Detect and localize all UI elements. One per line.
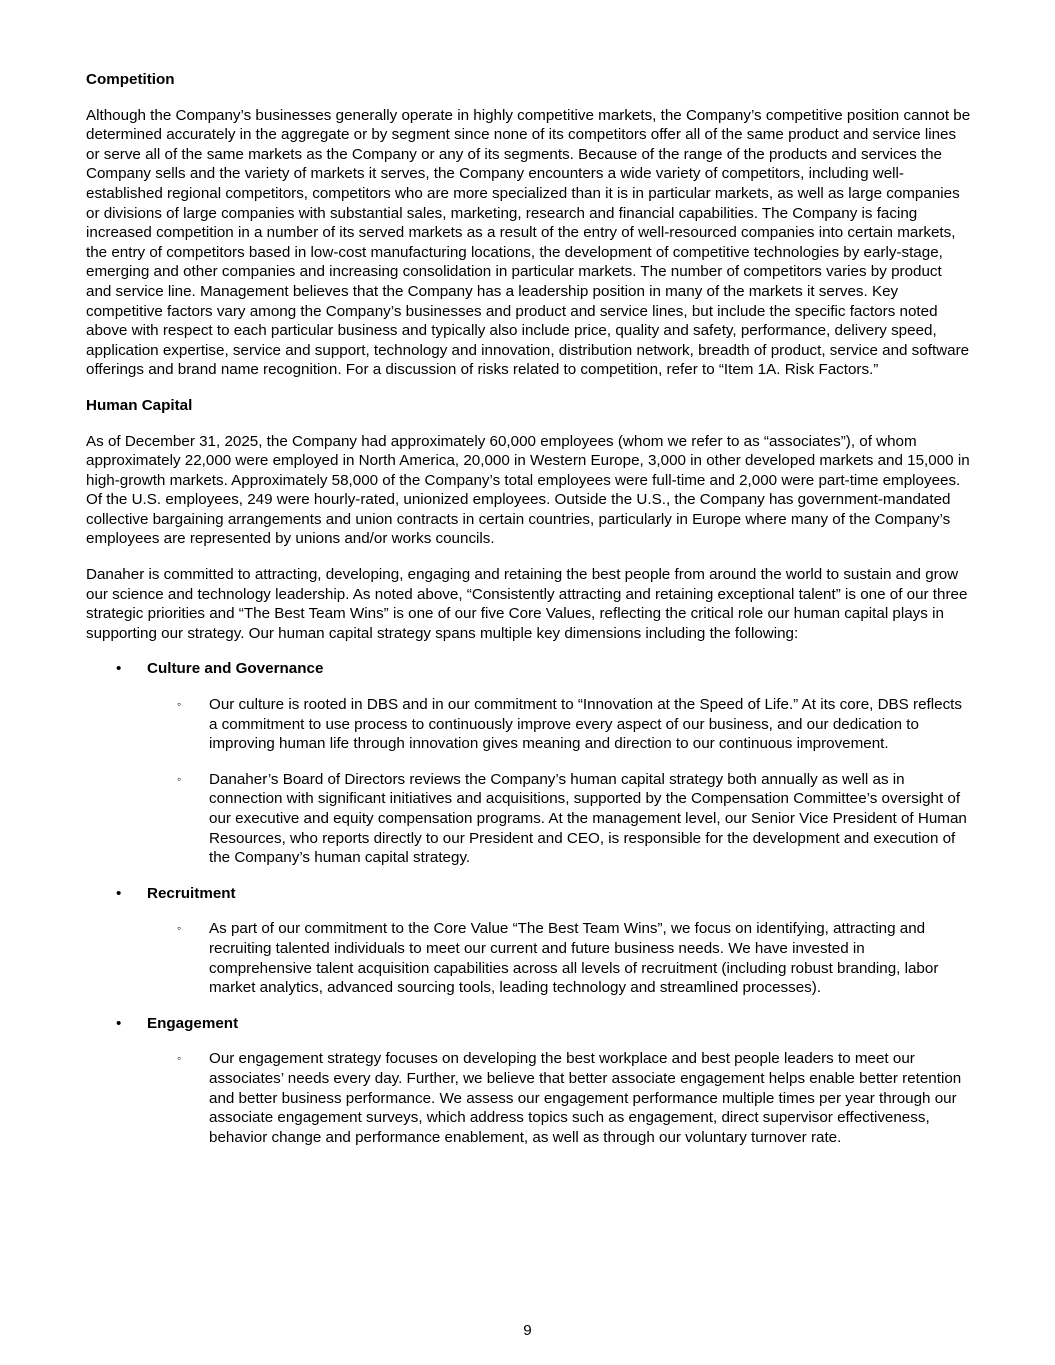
sub-bullet-text: Danaher’s Board of Directors reviews the Company’s human capital strategy both annually as well as in connection with significant initiatives and acquisitions, supported by the Compensation Committee’s oversight of our executive and equity compensation programs. At the management level, our Senior Vice President of Human Resources, who reports directly to our President and CEO, is responsible for the development and execution of the Company’s human capital strategy.	[209, 770, 967, 867]
sub-bullet-marker: ◦	[177, 697, 182, 712]
competition-heading: Competition	[86, 71, 175, 88]
bullet-title: Culture and Governance	[147, 660, 324, 678]
sub-bullet-item	[86, 770, 971, 868]
competition-paragraph: Although the Company’s businesses generally operate in highly competitive markets, the Company’s competitive position cannot be determined accurately in the aggregate or by segment since none of its competitors offer all of the same product and service lines or serve all of the same markets as the Company or any of its segments. Because of the range of the products and services the Company sells and the variety of markets it serves, the Company encounters a wide variety of competitors, including well-established regional competitors, competitors who are more specialized than it is in particular markets, as well as large companies or divisions of large companies with substantial sales, marketing, research and financial capabilities. The Company is facing increased competition in a number of its served markets as a result of the entry of well-resourced companies into certain markets, the entry of competitors based in low-cost manufacturing locations, the development of competitive technologies by early-stage, emerging and other companies and increasing consolidation in particular markets. The number of competitors varies by product and service line. Management believes that the Company has a leadership position in many of the markets it serves. Key competitive factors vary among the Company’s businesses and product and service lines, but include the specific factors noted above with respect to each particular business and typically also include price, quality and safety, performance, delivery speed, application expertise, service and support, technology and innovation, distribution network, breadth of product, service and software offerings and brand name recognition. For a discussion of risks related to competition, refer to “Item 1A. Risk Factors.”	[86, 106, 971, 379]
bullet-engagement	[86, 1014, 971, 1034]
bullet-marker: •	[116, 1014, 122, 1032]
bullet-marker: •	[116, 884, 122, 902]
sub-bullet-marker: ◦	[177, 771, 182, 786]
sub-bullet-marker: ◦	[177, 921, 182, 936]
bullet-recruitment	[86, 884, 971, 904]
sub-bullet-item	[86, 1049, 971, 1147]
sub-bullet-text: Our culture is rooted in DBS and in our commitment to “Innovation at the Speed of Life.” At its core, DBS reflects a commitment to use process to continuously improve every aspect of our business, and our dedication to improving human life through innovation gives meaning and direction to our continuous improvement.	[209, 696, 962, 753]
human-capital-heading: Human Capital	[86, 396, 193, 414]
sub-bullet-item	[86, 695, 971, 754]
bullet-title: Recruitment	[147, 884, 236, 902]
bullet-marker: •	[116, 660, 122, 678]
sub-bullet-text: Our engagement strategy focuses on developing the best workplace and best people leaders to meet our associates’ needs every day. Further, we believe that better associate engagement helps enable better retention and better business performance. We assess our engagement performance multiple times per year through our associate engagement surveys, which address topics such as engagement, direct supervisor effectiveness, behavior change and performance enablement, as well as through our voluntary turnover rate.	[209, 1050, 962, 1146]
human-capital-paragraph-2: Danaher is committed to attracting, developing, engaging and retaining the best people from around the world to sustain and grow our science and technology leadership. As noted above, “Consistently attracting and retaining exceptional talent” is one of our three strategic priorities and “The Best Team Wins” is one of our five Core Values, reflecting the critical role our human capital plays in supporting our strategy. Our human capital strategy spans multiple key dimensions including the following:	[86, 566, 968, 642]
human-capital-paragraph-1: As of December 31, 2025, the Company had approximately 60,000 employees (whom we refer to as “associates”), of whom approximately 22,000 were employed in North America, 20,000 in Western Europe, 3,000 in other developed markets and 15,000 in high-growth markets. Approximately 58,000 of the Company’s total employees were full-time and 2,000 were part-time employees. Of the U.S. employees, 249 were hourly-rated, unionized employees. Outside the U.S., the Company has government-mandated collective bargaining arrangements and union contracts in certain countries, particularly in Europe where many of the Company’s employees are represented by unions and/or works councils.	[86, 432, 970, 548]
sub-bullet-item	[86, 919, 971, 997]
bullet-culture-governance	[86, 659, 971, 679]
document-page	[86, 70, 971, 1163]
page-number: 9	[523, 1322, 532, 1339]
sub-bullet-text: As part of our commitment to the Core Value “The Best Team Wins”, we focus on identifying, attracting and recruiting talented individuals to meet our current and future business needs. We have invested in comprehensive talent acquisition capabilities across all levels of recruitment (including robust branding, labor market analytics, advanced sourcing tools, leading technology and streamlined processes).	[209, 920, 939, 997]
sub-bullet-marker: ◦	[177, 1051, 182, 1066]
bullet-title: Engagement	[147, 1014, 239, 1032]
